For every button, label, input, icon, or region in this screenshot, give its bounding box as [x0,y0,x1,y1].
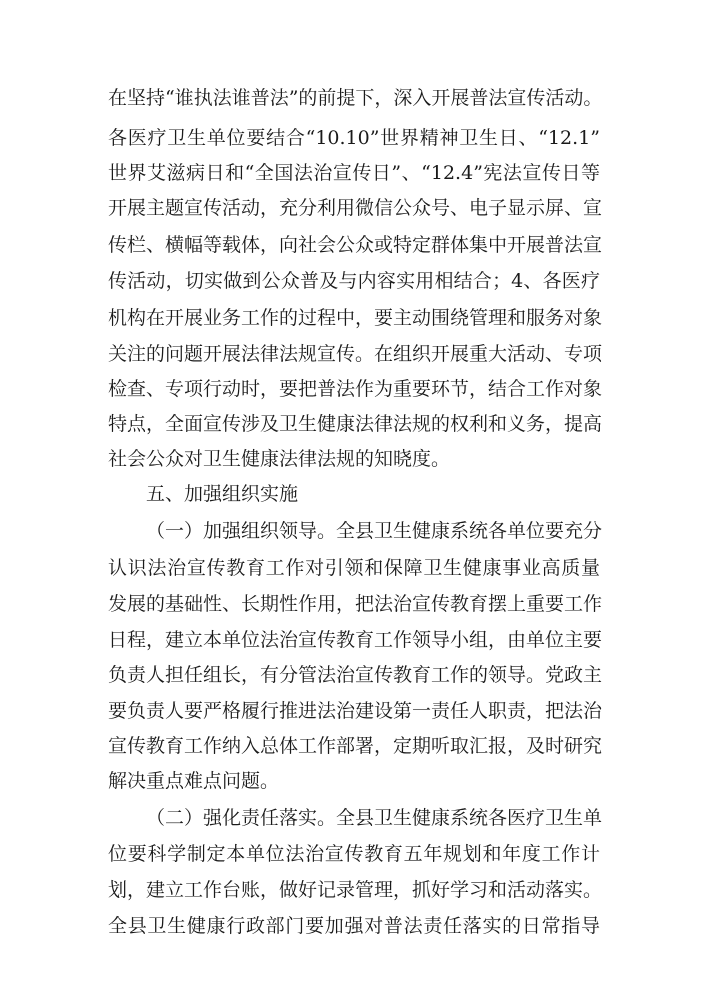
paragraph-line: 传栏、横幅等载体，向社会公众或特定群体集中开展普法宣 [108,234,603,256]
paragraph-line: 世界艾滋病日和“全国法治宣传日”、“12.4”宪法宣传日等 [108,162,600,184]
paragraph-line: 宣传教育工作纳入总体工作部署，定期听取汇报，及时研究 [108,735,603,757]
paragraph-line: 负责人担任组长，有分管法治宣传教育工作的领导。党政主 [108,664,603,686]
paragraph-line: 检查、专项行动时，要把普法作为重要环节，结合工作对象 [108,378,603,400]
paragraph-line: 日程，建立本单位法治宣传教育工作领导小组，由单位主要 [108,629,603,651]
subsection-heading-line: （二）强化责任落实。全县卫生健康系统各医疗卫生单 [146,807,603,829]
paragraph-line: 位要科学制定本单位法治宣传教育五年规划和年度工作计 [108,843,600,865]
paragraph-line: 全县卫生健康行政部门要加强对普法责任落实的日常指导 [108,915,600,937]
paragraph-line: 发展的基础性、长期性作用，把法治宣传教育摆上重要工作 [108,593,603,615]
paragraph-line: 要负责人要严格履行推进法治建设第一责任人职责，把法治 [108,700,603,722]
paragraph-line: 在坚持“谁执法谁普法”的前提下，深入开展普法宣传活动。 [108,87,603,109]
paragraph-line: 机构在开展业务工作的过程中，要主动围绕管理和服务对象 [108,307,603,329]
paragraph-line: 划，建立工作台账，做好记录管理，抓好学习和活动落实。 [108,879,603,901]
paragraph-line: 社会公众对卫生健康法律法规的知晓度。 [108,448,451,470]
paragraph-line: 特点，全面宣传涉及卫生健康法律法规的权利和义务，提高 [108,413,603,435]
paragraph-line: 认识法治宣传教育工作对引领和保障卫生健康事业高质量 [108,557,600,579]
paragraph-line: 关注的问题开展法律法规宣传。在组织开展重大活动、专项 [108,343,603,365]
paragraph-line: 传活动，切实做到公众普及与内容实用相结合；4、各医疗 [108,270,600,292]
subsection-heading-line: （一）加强组织领导。全县卫生健康系统各单位要充分 [146,520,603,542]
paragraph-line: 解决重点难点问题。 [108,770,280,792]
paragraph-line: 各医疗卫生单位要结合“10.10”世界精神卫生日、“12.1” [108,127,600,149]
paragraph-line: 开展主题宣传活动，充分利用微信公众号、电子显示屏、宣 [108,197,603,219]
section-heading: 五、加强组织实施 [146,483,299,505]
